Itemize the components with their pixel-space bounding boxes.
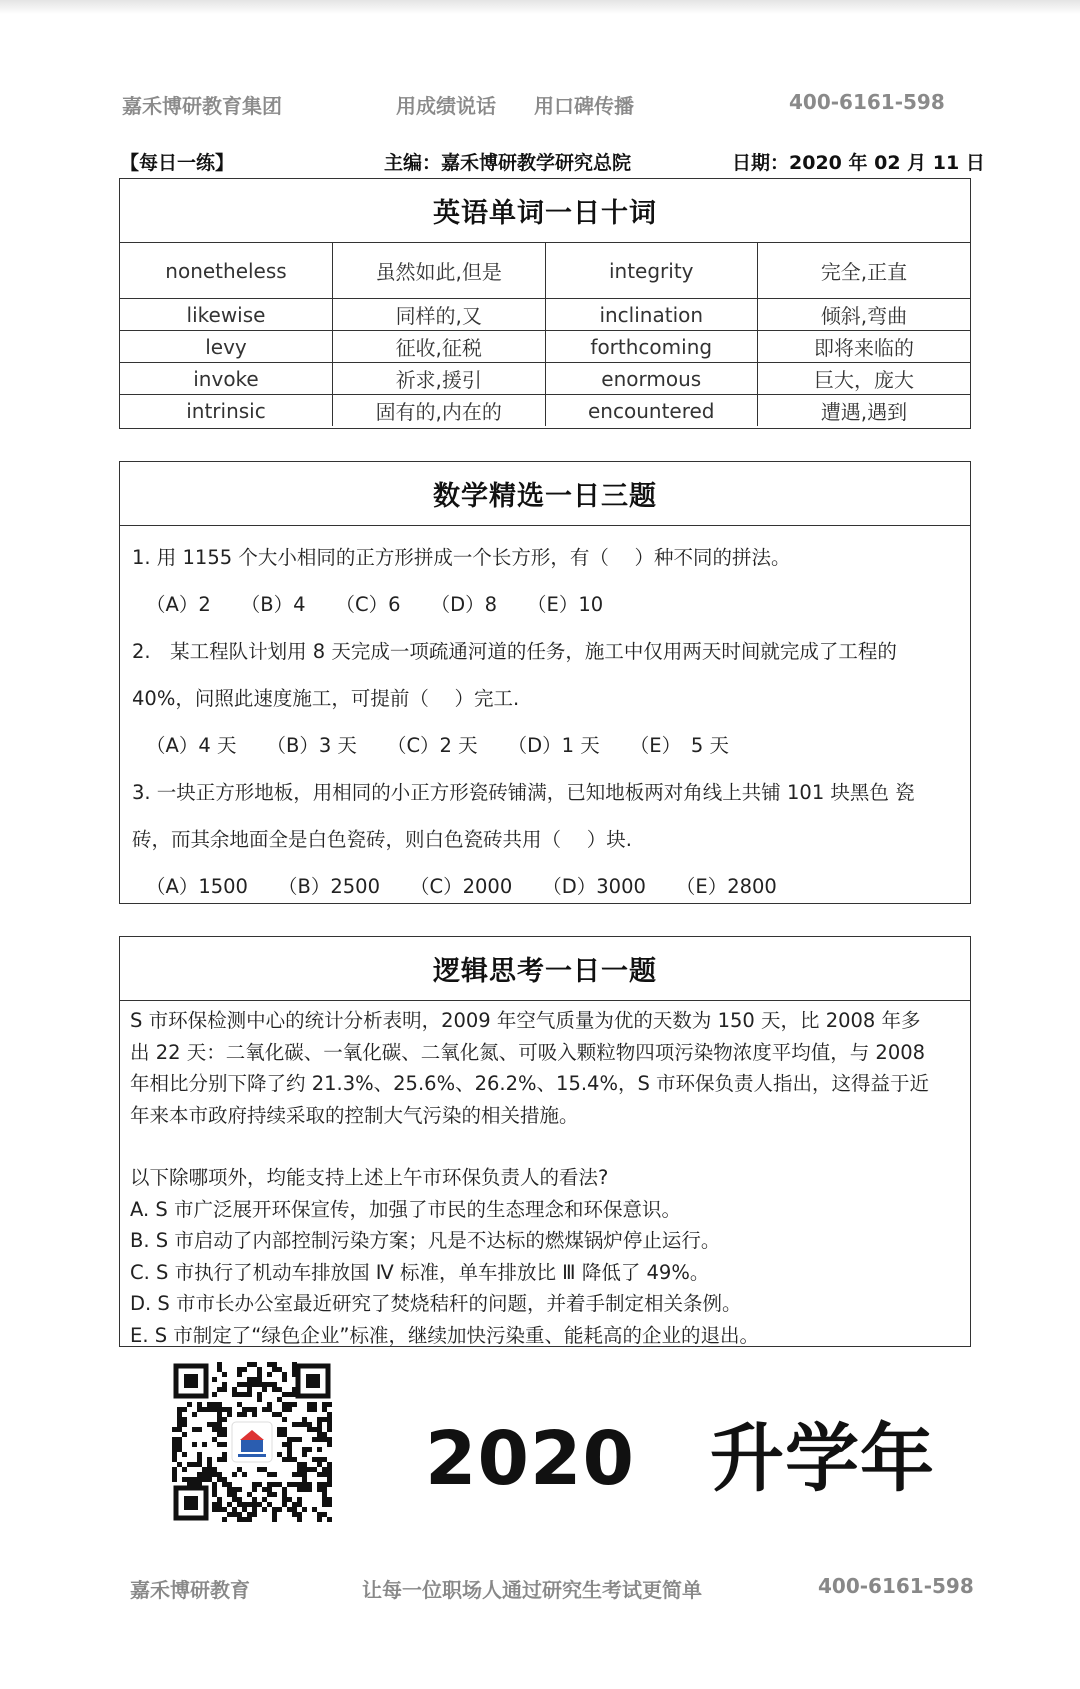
page-header: [0, 84, 1080, 124]
vocab-word: likewise: [120, 299, 333, 331]
vocab-word: forthcoming: [545, 331, 758, 363]
option: （A）2: [146, 593, 211, 616]
math-question-3-line-2: 砖，而其余地面全是白色瓷砖，则白色瓷砖共用（ ）块.: [132, 828, 632, 851]
vocab-word: levy: [120, 331, 333, 363]
top-shade: [0, 0, 1080, 14]
header-org: 嘉禾博研教育集团: [122, 94, 282, 118]
math-question-1-options: [132, 581, 958, 628]
logic-option: C. S 市执行了机动车排放国 Ⅳ 标准，单车排放比 Ⅲ 降低了 49%。: [130, 1260, 710, 1284]
option: （E）2800: [675, 875, 777, 898]
option: （C）6: [335, 593, 401, 616]
math-question-3-options: [132, 863, 958, 910]
option: （E）10: [527, 593, 604, 616]
math-question-2-options: [132, 722, 958, 769]
logic-section: [119, 936, 971, 1347]
option: （A）4 天: [146, 734, 237, 757]
logic-option: E. S 市制定了“绿色企业”标准，继续加快污染重、能耗高的企业的退出。: [130, 1323, 759, 1347]
logic-question: 以下除哪项外，均能支持上述上午市环保负责人的看法?: [130, 1166, 609, 1189]
vocab-word: invoke: [120, 363, 333, 395]
table-row: [120, 363, 970, 395]
table-row: [120, 331, 970, 363]
header-phone: 400-6161-598: [789, 90, 945, 114]
logic-paragraph-line: 出 22 天：二氧化碳、一氧化碳、二氧化氮、可吸入颗粒物四项污染物浓度平均值，与 2008: [130, 1040, 926, 1064]
vocab-word: nonetheless: [120, 243, 333, 299]
option: （B）3 天: [266, 734, 357, 757]
vocab-meaning: 虽然如此,但是: [333, 243, 546, 299]
logic-paragraph-line: S 市环保检测中心的统计分析表明，2009 年空气质量为优的天数为 150 天，比 2008 年多: [130, 1009, 921, 1032]
logic-option: A. S 市广泛展开环保宣传，加强了市民的生态理念和环保意识。: [130, 1197, 681, 1221]
table-row: [120, 243, 970, 299]
option: （A）1500: [146, 875, 248, 898]
vocab-section: [119, 178, 971, 429]
vocab-meaning: 巨大，庞大: [758, 363, 971, 395]
vocab-table: [120, 243, 970, 426]
option: （C）2000: [409, 875, 513, 898]
promo-slogan: 2020 升学年: [425, 1416, 935, 1502]
vocab-word: integrity: [545, 243, 758, 299]
vocab-meaning: 固有的,内在的: [333, 395, 546, 427]
table-row: [120, 299, 970, 331]
logic-option: B. S 市启动了内部控制污染方案；凡是不达标的燃煤锅炉停止运行。: [130, 1229, 721, 1252]
math-question-2-line-1: 2. 某工程队计划用 8 天完成一项疏通河道的任务，施工中仅用两天时间就完成了工程的: [132, 640, 897, 663]
vocab-meaning: 遭遇,遇到: [758, 395, 971, 427]
vocab-word: enormous: [545, 363, 758, 395]
daily-practice-label: 【每日一练】: [120, 152, 235, 174]
vocab-meaning: 祈求,援引: [333, 363, 546, 395]
logic-paragraph-line: 年来本市政府持续采取的控制大气污染的相关措施。: [130, 1103, 579, 1127]
math-title: 数学精选一日三题: [120, 462, 970, 526]
footer-slogan: 让每一位职场人通过研究生考试更简单: [362, 1578, 702, 1602]
math-section: [119, 461, 971, 904]
math-question-2-line-2: 40%，问照此速度施工，可提前（ ）完工.: [132, 687, 520, 710]
logic-body: [120, 1001, 970, 1355]
vocab-word: encountered: [545, 395, 758, 427]
logic-title: 逻辑思考一日一题: [120, 937, 970, 1001]
header-motto-2: 用口碑传播: [534, 94, 634, 118]
vocab-meaning: 同样的,又: [333, 299, 546, 331]
header-motto-1: 用成绩说话: [396, 94, 496, 118]
option: （B）4: [240, 593, 306, 616]
table-row: [120, 395, 970, 427]
meta-row: [120, 148, 985, 178]
footer-org: 嘉禾博研教育: [130, 1578, 250, 1602]
vocab-word: intrinsic: [120, 395, 333, 427]
math-body: [120, 526, 970, 916]
option: （B）2500: [277, 875, 380, 898]
page-footer: [0, 1574, 1080, 1610]
vocab-meaning: 完全,正直: [758, 243, 971, 299]
option: （D）3000: [542, 875, 646, 898]
logic-paragraph-line: 年相比分别下降了约 21.3%、25.6%、26.2%、15.4%，S 市环保负责人指出，这得益于近: [130, 1072, 930, 1095]
math-question-1: 1. 用 1155 个大小相同的正方形拼成一个长方形，有（ ）种不同的拼法。: [132, 546, 791, 569]
option: （E） 5 天: [629, 734, 729, 757]
qr-code-icon: [172, 1362, 332, 1522]
vocab-word: inclination: [545, 299, 758, 331]
option: （D）8: [430, 593, 498, 616]
editor-label: 主编：嘉禾博研教学研究总院: [384, 152, 632, 174]
vocab-title: 英语单词一日十词: [120, 179, 970, 243]
vocab-meaning: 即将来临的: [758, 331, 971, 363]
option: （C）2 天: [386, 734, 478, 757]
date-label: 日期：2020 年 02 月 11 日: [732, 152, 985, 174]
option: （D）1 天: [507, 734, 600, 757]
vocab-meaning: 倾斜,弯曲: [758, 299, 971, 331]
vocab-meaning: 征收,征税: [333, 331, 546, 363]
footer-phone: 400-6161-598: [818, 1574, 974, 1598]
math-question-3-line-1: 3. 一块正方形地板，用相同的小正方形瓷砖铺满，已知地板两对角线上共铺 101 块黑色 瓷: [132, 781, 915, 804]
logic-option: D. S 市市长办公室最近研究了焚烧秸秆的问题，并着手制定相关条例。: [130, 1292, 742, 1315]
